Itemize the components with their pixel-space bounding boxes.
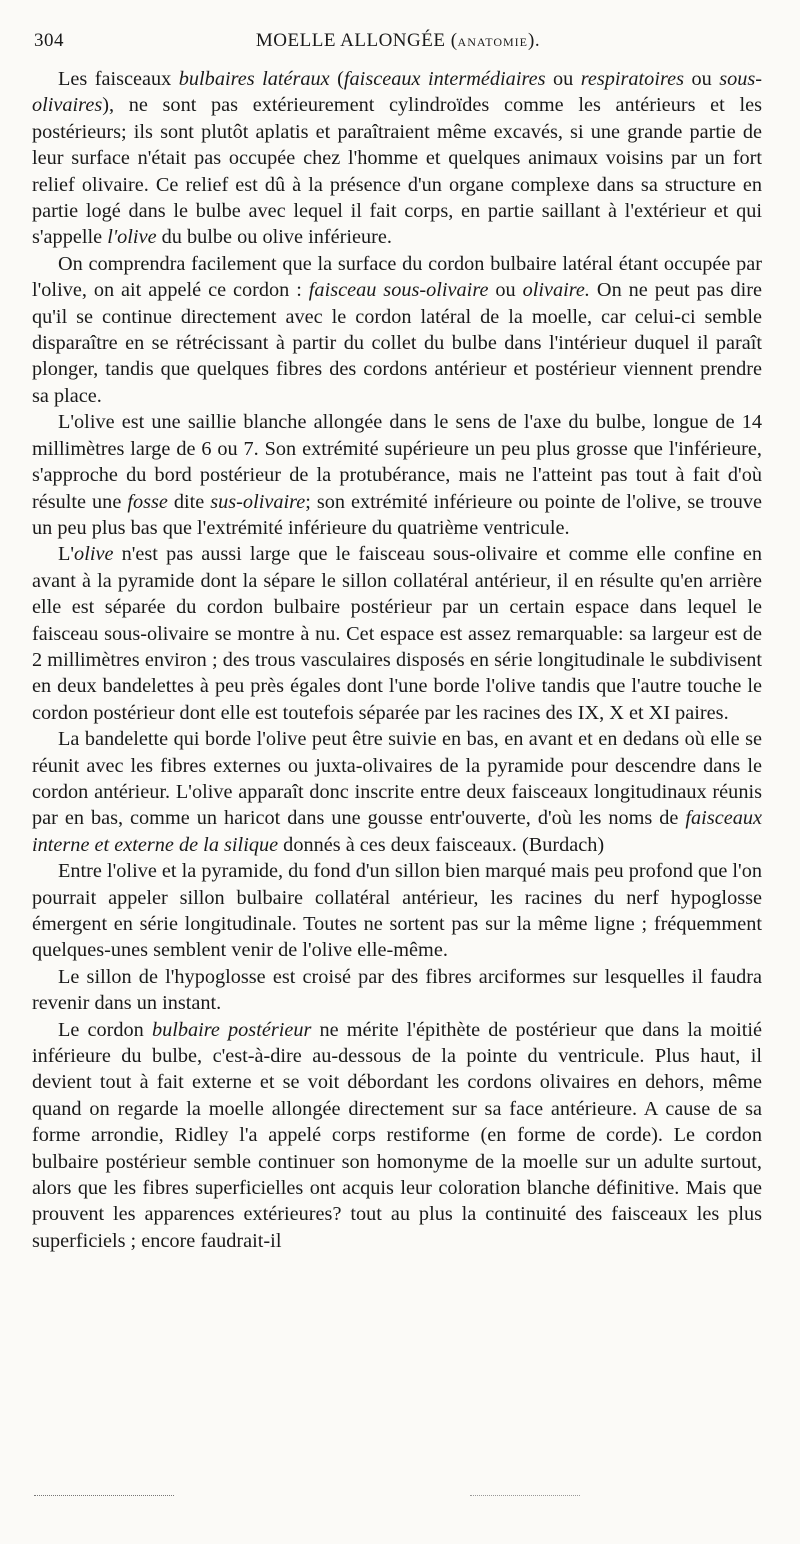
text-run: L'	[58, 543, 75, 566]
text-run: ; son extrémité inférieure ou pointe de l'olive, se trouve un peu plus bas que l'extrémité inférieure du quatrième ventricule.	[32, 490, 763, 539]
italic-text: fosse	[127, 490, 168, 513]
italic-text: bulbaires latéraux	[178, 68, 330, 90]
italic-text: faisceaux intermédiaires	[343, 68, 546, 90]
paragraph	[32, 541, 762, 726]
text-run: Entre l'olive et la pyramide, du fond d'un sillon bien marqué mais peu profond que l'on pourrait appeler sillon bulbaire collatéral antérieur, les racines du nerf hypoglosse émergent en série longitudinale. Toutes ne sortent pas sur la même ligne ; fréquemment quelques-unes semblent venir de l'olive elle-même.	[32, 860, 762, 962]
text-run: n'est pas aussi large que le faisceau sous-olivaire et comme elle confine en avant à la pyramide dont la sépare le sillon collatéral antérieur, il en résulte qu'en arrière elle est séparée du cordon bulbaire postérieur par un certain espace dans lequel le faisceau sous-olivaire se montre à nu. Cet espace est assez remarquable: sa largeur est de 2 millimètres environ ; des trous vasculaires disposés en série longitudinale le subdivisent en deux bandelettes à peu près égales dont l'une borde l'olive tandis que l'autre touche le cordon postérieur dont elle est toutefois séparée par les racines des IX, X et XI paires.	[32, 543, 762, 724]
italic-text: bulbaire postérieur	[151, 1018, 312, 1041]
text-run: L'olive est une saillie blanche allongée dans le sens de l'axe du bulbe, longue de 14 millimètres large de 6 ou 7. Son extrémité supérieure un peu plus grosse que l'inférieure, s'approche du bord postérieur de la protubérance, mais ne l'atteint pas tout à fait d'où résulte une	[32, 411, 762, 513]
text-run: du bulbe ou olive inférieure.	[156, 226, 392, 249]
text-run: ou	[545, 68, 581, 90]
footer-dots	[470, 1495, 580, 1496]
text-run: Le sillon de l'hypoglosse est croisé par des fibres arciformes sur lesquelles il faudra revenir dans un instant.	[32, 965, 762, 1015]
paragraph	[32, 726, 762, 858]
italic-text: faisceaux interne et externe de la silique	[32, 807, 762, 856]
running-title	[34, 30, 762, 52]
italic-text: olivaire.	[522, 279, 590, 302]
text-run: On ne peut pas dire qu'il se continue directement avec le cordon latéral de la moelle, car celui-ci semble disparaître en se rétrécissant à partir du collet du bulbe dans l'intérieur duquel il paraît plonger, tandis que quelques fibres des cordons antérieur et postérieur viennent prendre sa place.	[32, 279, 763, 407]
paragraph	[32, 251, 762, 409]
paragraph	[32, 1017, 762, 1255]
text-run: ou	[488, 279, 523, 302]
body-text	[32, 66, 762, 1254]
text-run: ), ne sont pas extérieurement cylindroïdes comme les antérieurs et les postérieurs; ils sont plutôt aplatis et paraîtraient même excavés, si une grande partie de leur surface n'était pas occupée chez l'homme et quelques animaux voisins par un fort relief olivaire. Ce relief est dû à la présence d'un organe complexe dans sa structure en partie logé dans le bulbe avec lequel il fait corps, en partie saillant à l'extérieur et qui s'appelle	[32, 94, 762, 249]
footer-rule	[34, 1495, 174, 1496]
italic-text: olive	[74, 543, 114, 566]
running-title-close: ).	[528, 30, 541, 51]
text-run: On comprendra facilement que la surface du cordon bulbaire latéral étant occupée par l'olive, on ait appelé ce cordon :	[32, 252, 762, 302]
text-run: ou	[684, 68, 720, 90]
text-run: La bandelette qui borde l'olive peut être suivie en bas, en avant et en dedans où elle se réunit avec les fibres externes ou juxta-olivaires de la pyramide pour descendre dans le cordon antérieur. L'olive apparaît donc inscrite entre deux faisceaux longitudinaux réunis par en bas, comme un haricot dans une gousse entr'ouverte, d'où les noms de	[32, 728, 762, 830]
text-run: Les faisceaux	[58, 68, 179, 90]
text-run: dite	[167, 490, 211, 513]
text-run: donnés à ces deux faisceaux. (Burdach)	[278, 833, 605, 856]
italic-text: sous-olivaires	[32, 68, 763, 117]
running-title-main: MOELLE ALLONGÉE (	[255, 30, 458, 51]
paragraph	[32, 858, 762, 964]
text-run: (	[329, 68, 344, 90]
italic-text: faisceau sous-olivaire	[308, 279, 489, 302]
page-header	[34, 30, 762, 58]
italic-text: respiratoires	[580, 68, 684, 90]
paragraph	[32, 409, 762, 541]
italic-text: l'olive	[107, 226, 157, 249]
running-title-subject: ANATOMIE	[457, 35, 528, 49]
paragraph	[32, 964, 762, 1017]
italic-text: sus-olivaire	[210, 490, 306, 513]
page-number: 304	[34, 30, 64, 51]
text-run: Le cordon	[58, 1018, 152, 1041]
text-run: ne mérite l'épithète de postérieur que dans la moitié inférieure du bulbe, c'est-à-dire au-dessous de la pointe du ventricule. Plus haut, il devient tout à fait externe et se voit débordant les cordons olivaires en dehors, même quand on regarde la moelle allongée directement sur sa face antérieure. A cause de sa forme arrondie, Ridley l'a appelé corps restiforme (en forme de corde). Le cordon bulbaire postérieur semble continuer son homonyme de la moelle sur un adulte surtout, alors que les fibres superficielles ont acquis leur coloration blanche définitive. Mais que prouvent les apparences extérieures? tout au plus la continuité des faisceaux les plus superficiels ; encore faudrait-il	[32, 1018, 762, 1252]
paragraph	[32, 66, 762, 251]
